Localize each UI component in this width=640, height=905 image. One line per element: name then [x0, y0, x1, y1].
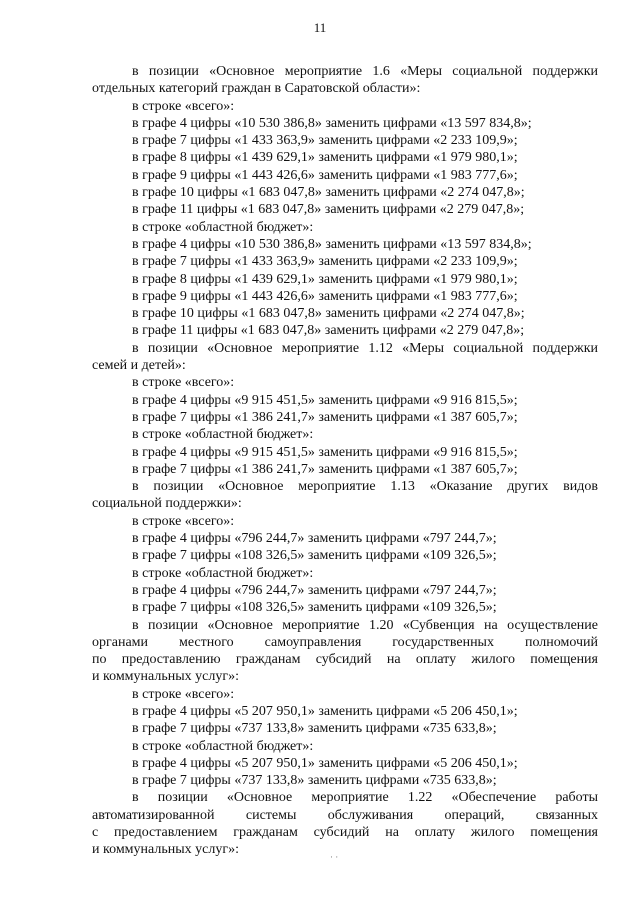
page-number: 11 [313, 20, 327, 35]
text-line: в графе 4 цифры «5 207 950,1» заменить цифрами «5 206 450,1»; [132, 755, 518, 771]
text-line: и коммунальных услуг»: [92, 842, 239, 858]
text-line: в графе 7 цифры «737 133,8» заменить цифрами «735 633,8»; [132, 721, 497, 737]
text-line: по предоставлению гражданам субсидий на оплату жилого помещения [92, 652, 598, 668]
text-line: в графе 11 цифры «1 683 047,8» заменить цифрами «2 279 047,8»; [132, 323, 525, 339]
text-line: в строке «всего»: [132, 98, 235, 114]
text-line: в графе 7 цифры «1 386 241,7» заменить цифрами «1 387 605,7»; [132, 409, 518, 425]
text-line: в графе 4 цифры «796 244,7» заменить цифрами «797 244,7»; [132, 582, 497, 598]
text-line: в позиции «Основное мероприятие 1.12 «Меры социальной поддержки [132, 340, 598, 356]
scan-mark: · · [330, 852, 339, 862]
text-line: в строке «областной бюджет»: [132, 427, 314, 443]
text-line: в графе 4 цифры «796 244,7» заменить цифрами «797 244,7»; [132, 531, 497, 547]
text-line: в позиции «Основное мероприятие 1.6 «Меры социальной поддержки [132, 64, 598, 79]
text-line: в графе 8 цифры «1 439 629,1» заменить цифрами «1 979 980,1»; [132, 150, 518, 166]
text-line: в позиции «Основное мероприятие 1.13 «Оказание других видов [132, 479, 598, 495]
text-line: семей и детей»: [92, 358, 186, 374]
text-line: отдельных категорий граждан в Саратовской области»: [92, 81, 421, 97]
text-line: в графе 7 цифры «108 326,5» заменить цифрами «109 326,5»; [132, 548, 497, 564]
text-line: в строке «всего»: [132, 686, 235, 702]
text-line: и коммунальных услуг»: [92, 669, 239, 685]
text-line: в графе 7 цифры «737 133,8» заменить цифрами «735 633,8»; [132, 773, 497, 789]
text-line: социальной поддержки»: [92, 496, 242, 512]
text-line: в графе 4 цифры «9 915 451,5» заменить цифрами «9 916 815,5»; [132, 444, 518, 460]
text-line: в строке «всего»: [132, 513, 235, 529]
text-line: в графе 4 цифры «5 207 950,1» заменить цифрами «5 206 450,1»; [132, 703, 518, 719]
text-line: в строке «областной бюджет»: [132, 219, 314, 235]
text-line: в строке «областной бюджет»: [132, 738, 314, 754]
document-body [92, 63, 598, 859]
text-line: в графе 7 цифры «108 326,5» заменить цифрами «109 326,5»; [132, 600, 497, 616]
text-line: органами местного самоуправления государственных полномочий [92, 634, 598, 650]
text-line: в графе 9 цифры «1 443 426,6» заменить цифрами «1 983 777,6»; [132, 167, 518, 183]
text-line: в графе 10 цифры «1 683 047,8» заменить цифрами «2 274 047,8»; [132, 306, 525, 322]
text-line: в позиции «Основное мероприятие 1.20 «Субвенция на осуществление [132, 617, 598, 633]
text-line: в графе 11 цифры «1 683 047,8» заменить цифрами «2 279 047,8»; [132, 202, 525, 218]
text-line: автоматизированной системы обслуживания операций, связанных [92, 807, 598, 823]
text-line: в графе 7 цифры «1 433 363,9» заменить цифрами «2 233 109,9»; [132, 254, 518, 270]
text-line: с предоставлением гражданам субсидий на оплату жилого помещения [92, 825, 598, 841]
text-line: в графе 4 цифры «9 915 451,5» заменить цифрами «9 916 815,5»; [132, 392, 518, 408]
text-line: в графе 4 цифры «10 530 386,8» заменить цифрами «13 597 834,8»; [132, 115, 532, 131]
text-line: в графе 10 цифры «1 683 047,8» заменить цифрами «2 274 047,8»; [132, 185, 525, 201]
text-line: в графе 8 цифры «1 439 629,1» заменить цифрами «1 979 980,1»; [132, 271, 518, 287]
text-line: в графе 7 цифры «1 386 241,7» заменить цифрами «1 387 605,7»; [132, 461, 518, 477]
text-line: в строке «всего»: [132, 375, 235, 391]
text-line: в графе 9 цифры «1 443 426,6» заменить цифрами «1 983 777,6»; [132, 288, 518, 304]
text-line: в позиции «Основное мероприятие 1.22 «Обеспечение работы [132, 790, 598, 806]
text-line: в строке «областной бюджет»: [132, 565, 314, 581]
text-line: в графе 7 цифры «1 433 363,9» заменить цифрами «2 233 109,9»; [132, 133, 518, 149]
text-line: в графе 4 цифры «10 530 386,8» заменить цифрами «13 597 834,8»; [132, 236, 532, 252]
